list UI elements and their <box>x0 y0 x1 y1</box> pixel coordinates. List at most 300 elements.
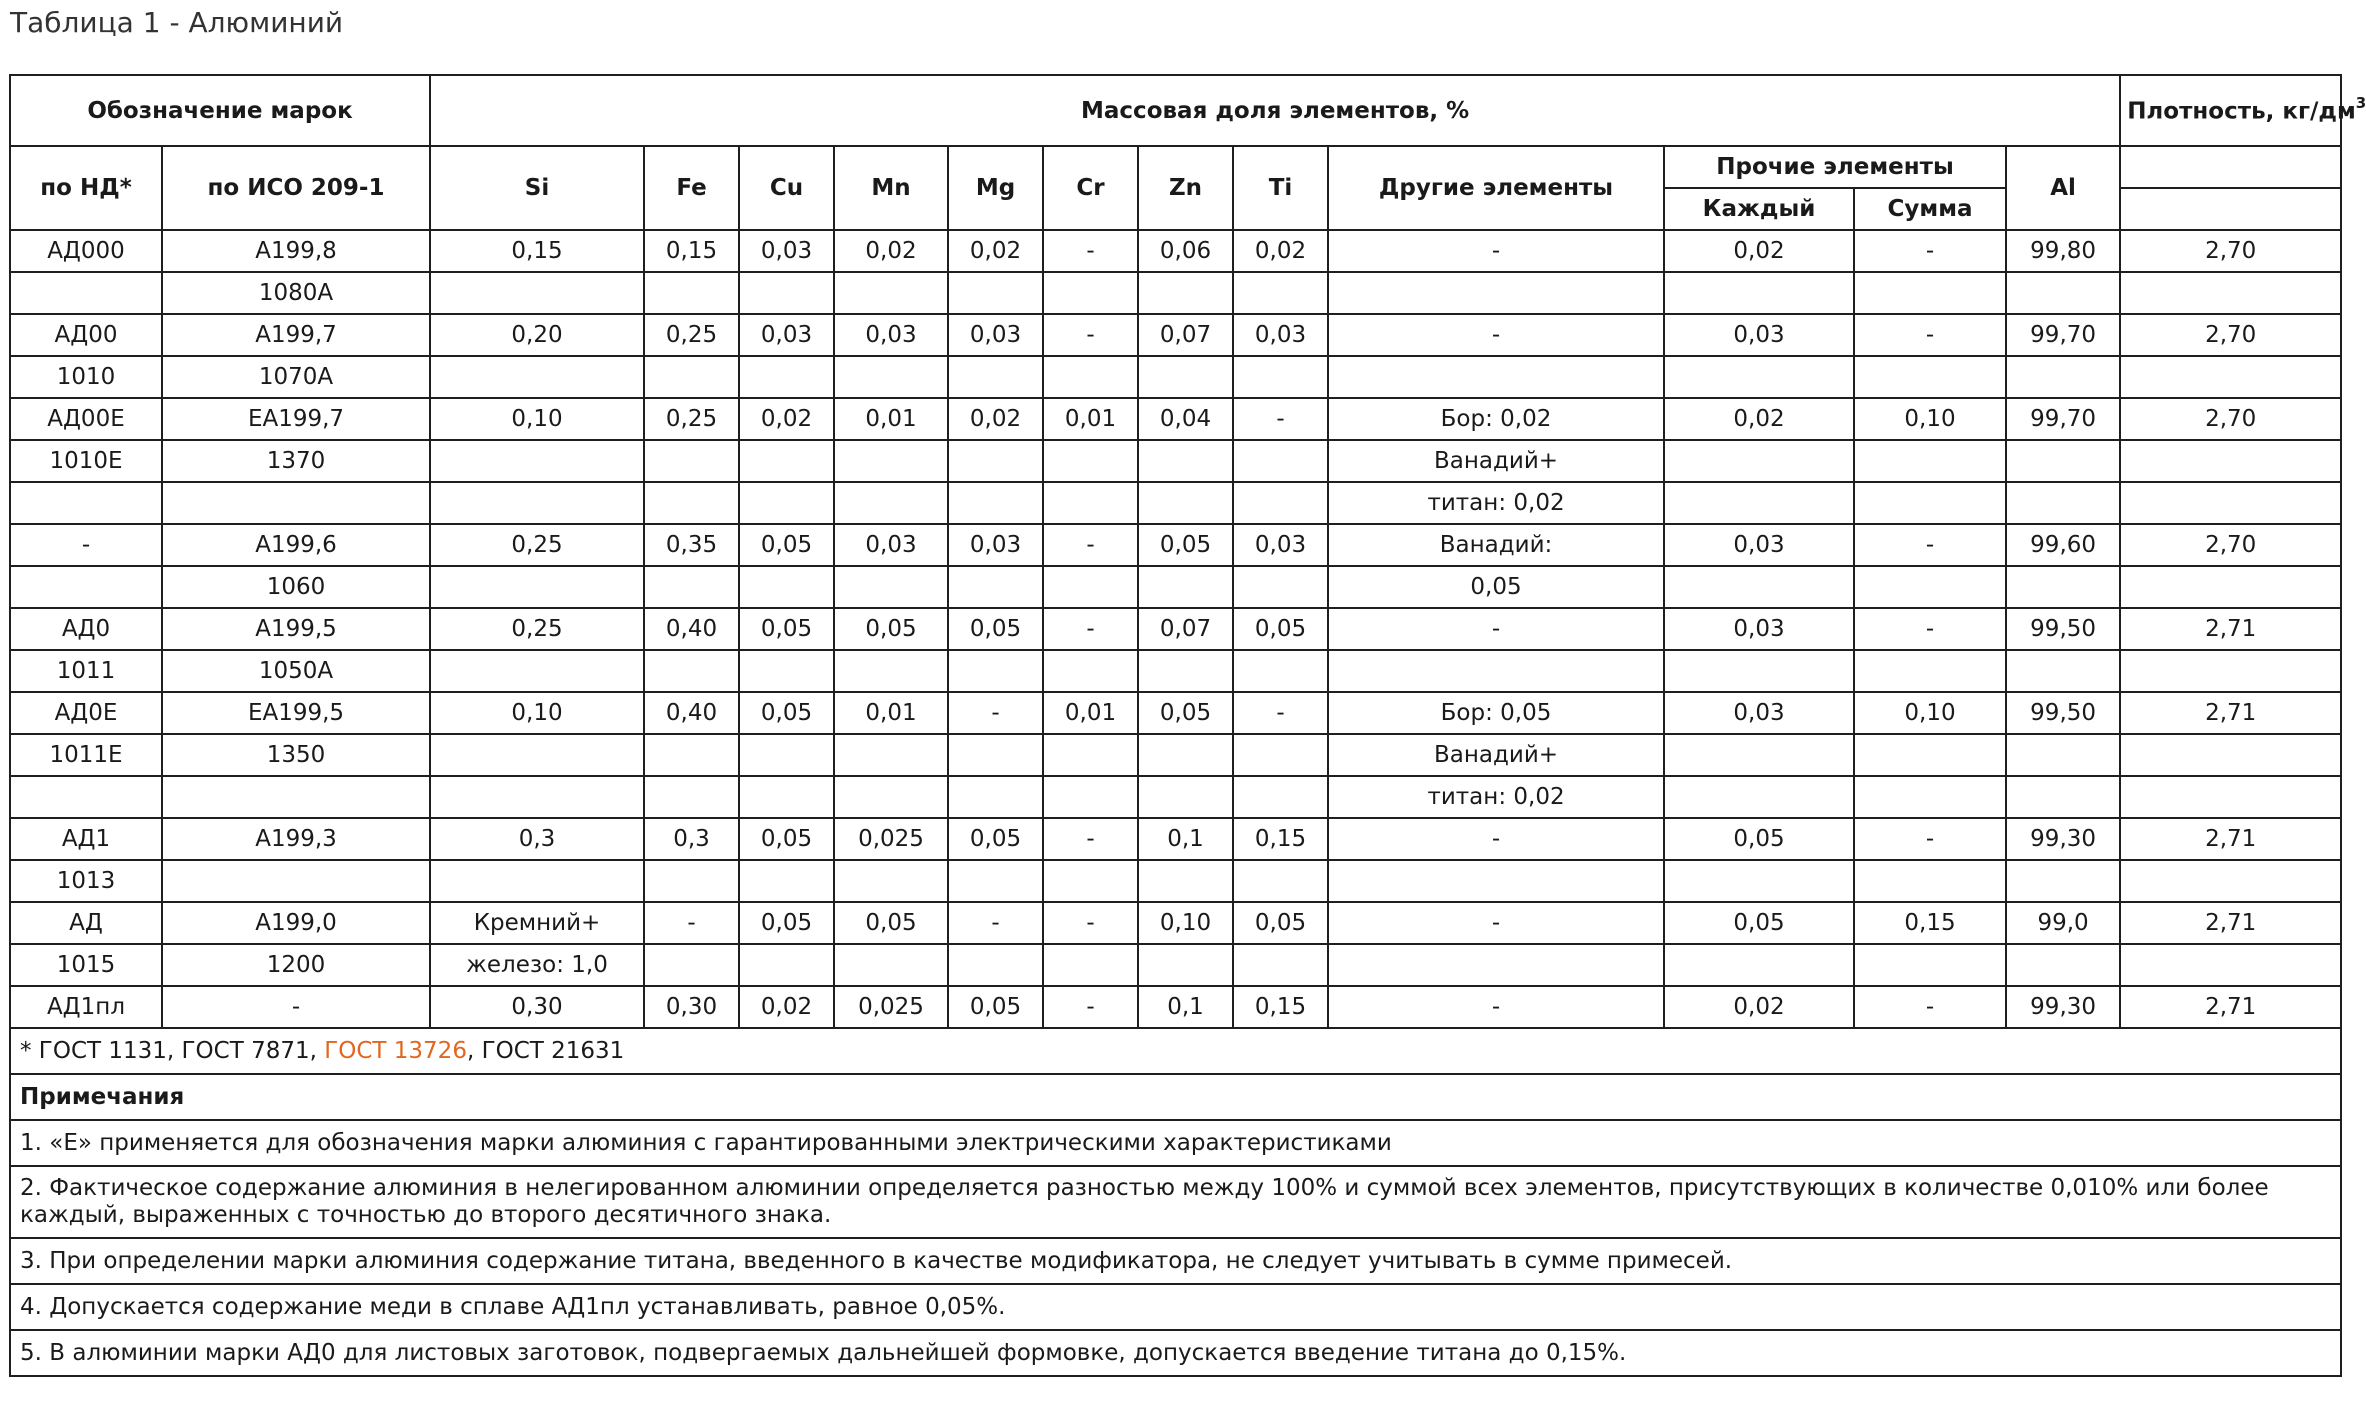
table-cell <box>430 440 644 482</box>
table-cell <box>1138 776 1233 818</box>
table-cell: - <box>1043 818 1138 860</box>
table-cell <box>1328 944 1664 986</box>
table-cell: 1011 <box>10 650 162 692</box>
table-cell: - <box>1328 818 1664 860</box>
table-cell: - <box>1854 608 2006 650</box>
table-cell: 0,02 <box>739 398 834 440</box>
table-cell: 1010Е <box>10 440 162 482</box>
table-cell: титан: 0,02 <box>1328 776 1664 818</box>
table-cell: 0,05 <box>1233 608 1328 650</box>
table-cell: 2,71 <box>2120 818 2341 860</box>
table-cell <box>834 272 948 314</box>
table-cell: - <box>1854 986 2006 1028</box>
table-cell <box>1138 566 1233 608</box>
table-cell <box>948 272 1043 314</box>
table-cell <box>2120 860 2341 902</box>
table-cell: 0,05 <box>739 818 834 860</box>
header-row-main <box>10 75 2341 146</box>
table-cell <box>1233 734 1328 776</box>
note-2: 2. Фактическое содержание алюминия в нелегированном алюминии определяется разностью между 100% и суммой всех элементов, присутствующих в количестве 0,010% или более каждый, выраженных с точностью до второго десятичного знака. <box>10 1166 2341 1238</box>
table-cell: АД0 <box>10 608 162 650</box>
table-row <box>10 650 2341 692</box>
table-cell: 0,05 <box>1138 692 1233 734</box>
table-cell: 2,70 <box>2120 230 2341 272</box>
table-cell: 0,25 <box>430 608 644 650</box>
table-cell <box>430 650 644 692</box>
table-cell: 0,05 <box>948 986 1043 1028</box>
table-cell: - <box>948 902 1043 944</box>
table-cell: 0,02 <box>739 986 834 1028</box>
table-cell <box>1233 776 1328 818</box>
gost-13726-link[interactable]: ГОСТ 13726 <box>324 1037 467 1064</box>
table-cell <box>1328 356 1664 398</box>
table-cell <box>1664 776 1854 818</box>
table-cell: А199,7 <box>162 314 430 356</box>
table-cell: 0,10 <box>430 692 644 734</box>
table-cell: - <box>1328 230 1664 272</box>
table-cell: 0,40 <box>644 608 739 650</box>
table-cell <box>2006 944 2120 986</box>
header-density-empty <box>2120 146 2341 188</box>
table-cell <box>1854 734 2006 776</box>
table-cell <box>1854 860 2006 902</box>
header-cu: Cu <box>739 146 834 230</box>
table-cell: А199,3 <box>162 818 430 860</box>
table-cell: 0,03 <box>948 524 1043 566</box>
table-cell: 99,0 <box>2006 902 2120 944</box>
table-cell: 0,025 <box>834 986 948 1028</box>
table-cell <box>2006 776 2120 818</box>
header-misc-elements: Прочие элементы <box>1664 146 2006 188</box>
table-cell <box>2120 650 2341 692</box>
table-cell: 99,50 <box>2006 608 2120 650</box>
table-cell <box>1043 440 1138 482</box>
table-cell: 0,01 <box>1043 398 1138 440</box>
table-cell <box>739 566 834 608</box>
table-cell: 2,70 <box>2120 524 2341 566</box>
table-cell <box>948 440 1043 482</box>
table-cell <box>430 272 644 314</box>
table-cell: 0,05 <box>948 818 1043 860</box>
header-density-sup: 3 <box>2355 94 2366 113</box>
header-sum: Сумма <box>1854 188 2006 230</box>
table-cell: 1013 <box>10 860 162 902</box>
table-cell: 0,25 <box>430 524 644 566</box>
table-cell <box>1664 734 1854 776</box>
table-cell: 2,71 <box>2120 902 2341 944</box>
table-cell: 0,20 <box>430 314 644 356</box>
table-cell: Кремний+ <box>430 902 644 944</box>
note-row <box>10 1238 2341 1284</box>
table-cell: - <box>948 692 1043 734</box>
table-cell: 0,03 <box>1233 524 1328 566</box>
table-cell <box>1664 650 1854 692</box>
table-cell <box>1138 944 1233 986</box>
table-cell: 0,06 <box>1138 230 1233 272</box>
table-cell: 0,05 <box>739 608 834 650</box>
note-row <box>10 1284 2341 1330</box>
table-cell <box>644 272 739 314</box>
table-cell <box>2120 776 2341 818</box>
table-cell: 1050А <box>162 650 430 692</box>
table-cell <box>739 650 834 692</box>
note-row <box>10 1166 2341 1238</box>
table-cell: титан: 0,02 <box>1328 482 1664 524</box>
table-cell <box>1043 860 1138 902</box>
table-cell <box>1138 440 1233 482</box>
table-cell <box>1043 356 1138 398</box>
table-row <box>10 566 2341 608</box>
table-cell: 0,03 <box>1233 314 1328 356</box>
table-cell: 1010 <box>10 356 162 398</box>
table-cell: АД1 <box>10 818 162 860</box>
table-cell: 99,30 <box>2006 818 2120 860</box>
notes-title-row <box>10 1074 2341 1120</box>
table-cell: - <box>1043 314 1138 356</box>
table-cell <box>644 734 739 776</box>
table-cell <box>1043 650 1138 692</box>
table-row <box>10 272 2341 314</box>
table-cell: 99,30 <box>2006 986 2120 1028</box>
table-cell: - <box>162 986 430 1028</box>
note-5: 5. В алюминии марки АД0 для листовых заготовок, подвергаемых дальнейшей формовке, допускается введение титана до 0,15%. <box>10 1330 2341 1376</box>
table-cell: 0,30 <box>644 986 739 1028</box>
table-cell: - <box>1328 608 1664 650</box>
table-cell <box>430 482 644 524</box>
table-cell: 0,1 <box>1138 818 1233 860</box>
table-cell <box>1664 272 1854 314</box>
table-cell <box>1854 356 2006 398</box>
table-cell <box>739 272 834 314</box>
table-row <box>10 734 2341 776</box>
table-cell <box>1043 776 1138 818</box>
table-cell: 0,03 <box>1664 314 1854 356</box>
table-cell <box>1138 272 1233 314</box>
table-cell <box>1664 944 1854 986</box>
table-cell <box>1043 566 1138 608</box>
table-cell <box>1854 272 2006 314</box>
table-cell <box>2006 356 2120 398</box>
table-cell <box>2120 482 2341 524</box>
table-cell <box>834 860 948 902</box>
table-cell <box>2120 566 2341 608</box>
table-cell: - <box>1854 230 2006 272</box>
table-cell: 0,10 <box>1854 398 2006 440</box>
table-cell <box>948 944 1043 986</box>
table-row <box>10 482 2341 524</box>
table-cell: - <box>1043 230 1138 272</box>
table-cell: 0,01 <box>1043 692 1138 734</box>
table-cell: - <box>1328 902 1664 944</box>
table-cell: 0,01 <box>834 692 948 734</box>
table-cell: 0,03 <box>1664 692 1854 734</box>
table-row <box>10 398 2341 440</box>
table-cell: 0,025 <box>834 818 948 860</box>
table-cell <box>739 356 834 398</box>
table-cell: Бор: 0,05 <box>1328 692 1664 734</box>
table-row <box>10 440 2341 482</box>
table-cell <box>1664 566 1854 608</box>
table-cell: 0,40 <box>644 692 739 734</box>
header-mass-fraction: Массовая доля элементов, % <box>430 75 2120 146</box>
table-cell <box>948 650 1043 692</box>
table-cell: 0,05 <box>1664 902 1854 944</box>
table-cell <box>739 776 834 818</box>
table-cell <box>834 776 948 818</box>
table-cell: 1060 <box>162 566 430 608</box>
table-cell: 0,1 <box>1138 986 1233 1028</box>
table-cell: АД000 <box>10 230 162 272</box>
table-cell: ЕА199,5 <box>162 692 430 734</box>
header-density <box>2120 75 2366 146</box>
table-cell <box>948 776 1043 818</box>
table-cell: - <box>10 524 162 566</box>
table-cell: 0,3 <box>644 818 739 860</box>
header-cr: Cr <box>1043 146 1138 230</box>
table-cell <box>1664 440 1854 482</box>
table-cell: 0,35 <box>644 524 739 566</box>
table-cell: 0,05 <box>834 608 948 650</box>
table-cell <box>834 944 948 986</box>
table-cell <box>644 944 739 986</box>
header-ti: Ti <box>1233 146 1328 230</box>
table-row <box>10 692 2341 734</box>
table-cell <box>1854 440 2006 482</box>
table-cell <box>644 566 739 608</box>
table-cell: АД <box>10 902 162 944</box>
table-cell: Бор: 0,02 <box>1328 398 1664 440</box>
table-cell: - <box>1233 692 1328 734</box>
table-cell <box>1664 860 1854 902</box>
table-cell <box>948 566 1043 608</box>
table-cell <box>430 356 644 398</box>
table-cell: 0,03 <box>1664 524 1854 566</box>
table-cell <box>834 440 948 482</box>
table-cell <box>1138 734 1233 776</box>
table-cell <box>1233 860 1328 902</box>
table-cell <box>1233 440 1328 482</box>
table-row <box>10 776 2341 818</box>
table-cell: 0,02 <box>1664 230 1854 272</box>
table-cell: - <box>1854 524 2006 566</box>
table-cell: 0,05 <box>834 902 948 944</box>
table-cell: 0,05 <box>1328 566 1664 608</box>
table-cell <box>430 860 644 902</box>
footnote-row <box>10 1028 2341 1074</box>
header-density-text: Плотность, кг/дм <box>2127 98 2356 125</box>
table-cell: 1015 <box>10 944 162 986</box>
table-cell <box>2120 272 2341 314</box>
header-si: Si <box>430 146 644 230</box>
table-row <box>10 986 2341 1028</box>
table-cell <box>1138 650 1233 692</box>
table-row <box>10 230 2341 272</box>
table-cell: 99,70 <box>2006 314 2120 356</box>
table-cell: 0,15 <box>1854 902 2006 944</box>
table-cell: - <box>1043 608 1138 650</box>
notes-title: Примечания <box>10 1074 2341 1120</box>
table-cell: 0,07 <box>1138 314 1233 356</box>
table-cell: А199,5 <box>162 608 430 650</box>
table-cell: 0,02 <box>948 398 1043 440</box>
table-cell: 1070А <box>162 356 430 398</box>
header-iso: по ИСО 209-1 <box>162 146 430 230</box>
table-cell: А199,8 <box>162 230 430 272</box>
table-cell: А199,0 <box>162 902 430 944</box>
table-cell <box>834 482 948 524</box>
table-cell <box>1138 860 1233 902</box>
table-row <box>10 314 2341 356</box>
table-cell: 0,03 <box>948 314 1043 356</box>
table-cell: АД00Е <box>10 398 162 440</box>
table-cell: 0,02 <box>948 230 1043 272</box>
table-cell: - <box>1043 986 1138 1028</box>
table-cell <box>739 482 834 524</box>
table-cell <box>1233 944 1328 986</box>
table-cell: 0,03 <box>739 314 834 356</box>
header-row-sub <box>10 146 2341 188</box>
table-cell <box>644 440 739 482</box>
table-cell: 99,60 <box>2006 524 2120 566</box>
table-cell <box>948 734 1043 776</box>
table-cell <box>2006 566 2120 608</box>
header-fe: Fe <box>644 146 739 230</box>
table-cell: А199,6 <box>162 524 430 566</box>
table-cell <box>10 776 162 818</box>
table-cell: АД00 <box>10 314 162 356</box>
table-cell: 1350 <box>162 734 430 776</box>
table-cell <box>10 272 162 314</box>
note-4: 4. Допускается содержание меди в сплаве АД1пл устанавливать, равное 0,05%. <box>10 1284 2341 1330</box>
table-cell: 2,71 <box>2120 986 2341 1028</box>
table-cell <box>2006 734 2120 776</box>
note-3: 3. При определении марки алюминия содержание титана, введенного в качестве модификатора, не следует учитывать в сумме примесей. <box>10 1238 2341 1284</box>
table-cell: 1370 <box>162 440 430 482</box>
footnote-cell <box>10 1028 2341 1074</box>
note-1: 1. «Е» применяется для обозначения марки алюминия с гарантированными электрическими характеристиками <box>10 1120 2341 1166</box>
table-cell: - <box>1328 314 1664 356</box>
table-cell: 0,05 <box>739 524 834 566</box>
table-cell <box>1043 482 1138 524</box>
table-cell <box>644 776 739 818</box>
note-row <box>10 1120 2341 1166</box>
table-cell <box>644 860 739 902</box>
header-each: Каждый <box>1664 188 1854 230</box>
table-cell <box>834 566 948 608</box>
table-cell <box>10 566 162 608</box>
table-row <box>10 608 2341 650</box>
table-cell <box>2006 272 2120 314</box>
table-cell: 2,70 <box>2120 398 2341 440</box>
table-cell <box>2120 440 2341 482</box>
table-cell <box>1043 272 1138 314</box>
table-cell: 0,05 <box>739 692 834 734</box>
table-cell <box>430 734 644 776</box>
table-cell: 0,07 <box>1138 608 1233 650</box>
table-cell: 99,50 <box>2006 692 2120 734</box>
table-cell: 99,80 <box>2006 230 2120 272</box>
table-cell <box>2120 734 2341 776</box>
table-cell <box>1854 776 2006 818</box>
table-cell <box>10 482 162 524</box>
table-cell <box>1233 650 1328 692</box>
table-cell <box>1328 860 1664 902</box>
table-cell <box>1854 482 2006 524</box>
table-cell: Ванадий: <box>1328 524 1664 566</box>
header-mn: Mn <box>834 146 948 230</box>
table-cell <box>2006 650 2120 692</box>
table-cell: 0,05 <box>1664 818 1854 860</box>
table-cell <box>644 482 739 524</box>
table-cell: 1011Е <box>10 734 162 776</box>
table-cell: 0,02 <box>1664 986 1854 1028</box>
table-cell: 0,02 <box>1233 230 1328 272</box>
note-row <box>10 1330 2341 1376</box>
table-cell <box>2120 356 2341 398</box>
table-cell <box>430 566 644 608</box>
table-cell: железо: 1,0 <box>430 944 644 986</box>
table-cell <box>2006 440 2120 482</box>
table-cell <box>162 482 430 524</box>
table-row <box>10 356 2341 398</box>
table-cell: 0,25 <box>644 398 739 440</box>
table-cell: 0,25 <box>644 314 739 356</box>
table-cell: 0,01 <box>834 398 948 440</box>
table-cell: 2,71 <box>2120 608 2341 650</box>
header-other-elements: Другие элементы <box>1328 146 1664 230</box>
table-cell: ЕА199,7 <box>162 398 430 440</box>
table-cell <box>1233 482 1328 524</box>
table-cell: 2,70 <box>2120 314 2341 356</box>
table-cell: 0,15 <box>1233 818 1328 860</box>
table-cell <box>1138 482 1233 524</box>
table-cell: 0,03 <box>834 524 948 566</box>
table-cell: 0,03 <box>739 230 834 272</box>
table-cell: - <box>1043 902 1138 944</box>
table-cell: 2,71 <box>2120 692 2341 734</box>
table-cell: АД1пл <box>10 986 162 1028</box>
table-cell: - <box>1328 986 1664 1028</box>
table-cell <box>834 734 948 776</box>
table-cell: Ванадий+ <box>1328 440 1664 482</box>
table-cell <box>834 356 948 398</box>
table-cell <box>834 650 948 692</box>
table-cell: 0,02 <box>834 230 948 272</box>
table-cell <box>2006 482 2120 524</box>
header-density-empty-2 <box>2120 188 2341 230</box>
table-cell <box>1233 356 1328 398</box>
table-cell <box>948 356 1043 398</box>
table-cell <box>644 356 739 398</box>
table-cell: 0,05 <box>1138 524 1233 566</box>
table-cell: 1080А <box>162 272 430 314</box>
table-cell <box>1328 272 1664 314</box>
table-cell: 0,10 <box>1138 902 1233 944</box>
table-cell <box>162 860 430 902</box>
table-cell: - <box>1854 818 2006 860</box>
table-cell <box>948 860 1043 902</box>
table-cell: 0,15 <box>430 230 644 272</box>
table-row <box>10 944 2341 986</box>
table-cell: - <box>1854 314 2006 356</box>
table-cell <box>1043 734 1138 776</box>
table-cell: 0,02 <box>1664 398 1854 440</box>
table-cell: 0,30 <box>430 986 644 1028</box>
table-cell <box>2006 860 2120 902</box>
table-body <box>10 230 2341 1028</box>
table-cell <box>644 650 739 692</box>
table-cell: АД0Е <box>10 692 162 734</box>
